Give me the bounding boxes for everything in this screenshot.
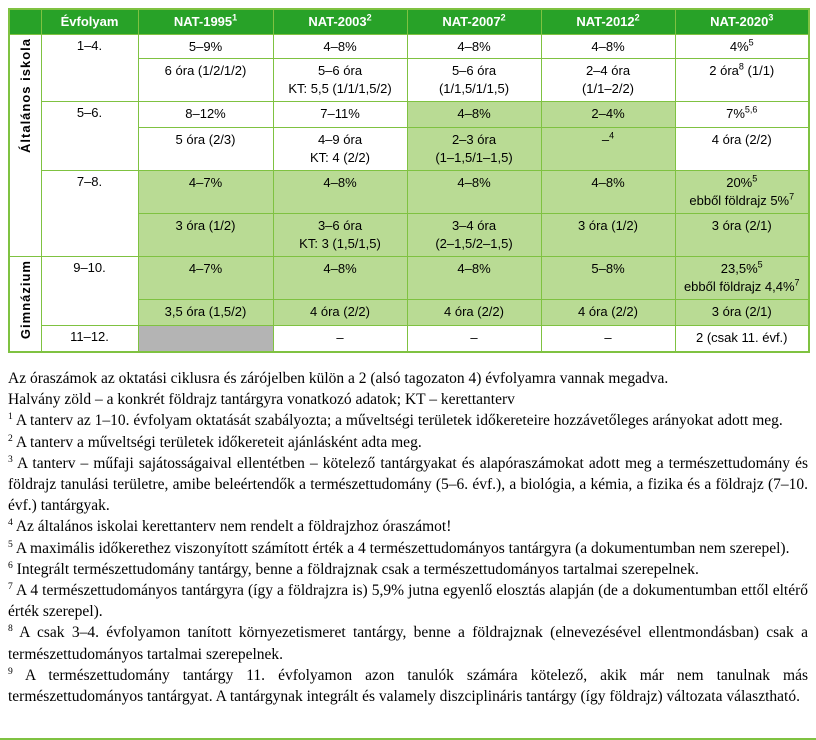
footnote-marker: 7 (794, 278, 800, 289)
footnote-marker: 3 (768, 12, 774, 23)
cell-text: 4 óra (2/2) (444, 303, 504, 319)
school-label: Általános iskola (17, 37, 33, 153)
grade-cell (41, 101, 138, 170)
cell-text: 4–8% (457, 38, 491, 54)
footnote (8, 453, 808, 516)
cell-text: – (604, 329, 612, 345)
footnote-marker: 5 (752, 173, 758, 184)
column-header-nat2007 (407, 9, 541, 34)
table-cell (138, 34, 273, 58)
table-cell (138, 58, 273, 101)
table-cell-highlight (407, 256, 541, 299)
cell-text: 3–4 óra (451, 217, 497, 233)
table-cell (138, 101, 273, 127)
table-cell (541, 325, 675, 352)
cell-text: 4–8% (323, 260, 357, 276)
table-cell (675, 127, 809, 170)
grade-label: 1–4. (76, 37, 103, 53)
note-text: Az általános iskolai kerettanterv nem rendelt a földrajzhoz óraszámot! (15, 518, 452, 536)
table-cell (138, 127, 273, 170)
table-cell-highlight (138, 256, 273, 299)
footnote (8, 622, 808, 664)
cell-text: (1–1,5/1–1,5) (435, 150, 513, 166)
table-cell-highlight (541, 256, 675, 299)
footnote-marker: 8 (738, 61, 744, 72)
footnote-marker: 7 (8, 581, 13, 593)
footnote-marker: 4 (8, 517, 13, 529)
table-cell-highlight (675, 256, 809, 299)
note-line (8, 389, 808, 410)
cell-text: 2–3 óra (451, 131, 497, 147)
footnote-marker: 5 (8, 538, 13, 550)
header-corner-cell (9, 9, 41, 34)
school-label-cell-gimnazium (9, 256, 41, 352)
column-header-nat1995 (138, 9, 273, 34)
table-cell (407, 58, 541, 101)
note-text: Halvány zöld – a konkrét földrajz tantárgyra vonatkozó adatok; KT – kerettanterv (8, 391, 515, 409)
empty-gray-cell (138, 325, 273, 352)
table-cell (675, 34, 809, 58)
cell-text: 5 óra (2/3) (175, 131, 236, 147)
column-header-nat2003 (273, 9, 407, 34)
footnote-marker: 5 (748, 37, 754, 48)
cell-text: KT: 3 (1,5/1,5) (299, 236, 381, 252)
cell-text: ebből földrajz 5% (689, 193, 790, 209)
cell-text: 3,5 óra (1,5/2) (164, 303, 247, 319)
grade-cell (41, 256, 138, 325)
cell-text: – (601, 131, 610, 147)
footnote-marker: 5,6 (744, 104, 758, 115)
cell-text: 3 óra (2/1) (711, 217, 772, 233)
cell-text: 2–4 óra (585, 62, 631, 78)
cell-text: 4 óra (2/2) (711, 131, 772, 147)
cell-text: ebből földrajz 4,4% (683, 279, 795, 295)
school-label-cell-altalanos (9, 34, 41, 256)
column-header-label: NAT-2012 (576, 14, 635, 30)
cell-text: 4 óra (2/2) (578, 303, 638, 319)
footnote (8, 516, 808, 537)
column-header-nat2020 (675, 9, 809, 34)
cell-text: 5–9% (188, 38, 223, 54)
table-cell (675, 325, 809, 352)
table-cell (273, 127, 407, 170)
footnote-marker: 1 (8, 411, 13, 423)
table-cell-highlight (407, 213, 541, 256)
footnote (8, 538, 808, 559)
table-cell-highlight (138, 213, 273, 256)
cell-text: 2–4% (591, 105, 625, 121)
cell-text: 4–8% (457, 174, 491, 190)
note-text: Az óraszámok az oktatási ciklusra és zárójelben külön a 2 (alsó tagozaton 4) évfolyamra vannak megadva. (8, 370, 669, 388)
cell-text: 2 (csak 11. évf.) (695, 329, 788, 345)
cell-text: 3 óra (2/1) (711, 303, 772, 319)
note-text: A tanterv az 1–10. évfolyam oktatását szabályozta; a műveltségi területek időkereteire hozzávetőleges arányokat adott meg. (15, 412, 783, 430)
table-cell-highlight (407, 101, 541, 127)
footnote-marker: 5 (757, 259, 763, 270)
table-cell (273, 34, 407, 58)
table-cell-highlight (675, 170, 809, 213)
footnote-marker: 9 (8, 665, 13, 677)
table-row (9, 101, 809, 127)
cell-text: 4% (729, 38, 749, 54)
table-cell-highlight (273, 299, 407, 325)
cell-text: (1/1,5/1/1,5) (438, 81, 510, 97)
grade-cell (41, 34, 138, 101)
note-text: A tanterv a műveltségi területek időkereteit ajánlásként adta meg. (15, 433, 422, 451)
table-cell-highlight (273, 213, 407, 256)
table-cell-highlight (407, 299, 541, 325)
nat-curriculum-table (8, 8, 810, 353)
cell-text: 8–12% (185, 105, 226, 121)
note-text: A maximális időkerethez viszonyított számított érték a 4 természettudományos tantárgyra (a dokumentumban nem szerepel). (15, 539, 790, 557)
column-header-label: Évfolyam (60, 14, 119, 30)
footnote-marker: 2 (634, 12, 640, 23)
footnote-marker: 4 (609, 130, 615, 141)
cell-text: 5–6 óra (317, 62, 363, 78)
cell-text: 4–7% (188, 260, 223, 276)
table-cell-highlight (541, 299, 675, 325)
table-cell-highlight (541, 170, 675, 213)
cell-text: 4–8% (457, 105, 491, 121)
footnote-marker: 2 (8, 432, 13, 444)
note-text: A természettudomány tantárgy 11. évfolyamon azon tanulók számára kötelező, akik már nem tanulnak más természettudományos tantárgyat. A tantárgynak integrált és valamely diszciplináris tantárgy (így földrajz) változata választható. (8, 666, 808, 705)
cell-text: 4–8% (323, 174, 357, 190)
grade-label: 11–12. (70, 328, 109, 344)
table-cell (541, 58, 675, 101)
table-cell-highlight (675, 213, 809, 256)
table-cell-highlight (273, 170, 407, 213)
column-header-nat2012 (541, 9, 675, 34)
cell-text: 7–11% (320, 105, 360, 121)
grade-cell (41, 170, 138, 256)
footnote (8, 580, 808, 622)
cell-text: 6 óra (1/2/1/2) (164, 62, 247, 78)
cell-text: 3 óra (1/2) (578, 217, 638, 233)
cell-text: – (336, 329, 344, 345)
footnote-marker: 2 (366, 12, 372, 23)
table-cell-highlight (407, 170, 541, 213)
cell-text: 5–6 óra (451, 62, 497, 78)
table-cell-highlight (675, 299, 809, 325)
table-cell (407, 34, 541, 58)
cell-text: 5–8% (591, 260, 625, 276)
footnote (8, 432, 808, 453)
cell-text: 7% (726, 105, 745, 121)
cell-text: 4 óra (2/2) (310, 303, 370, 319)
cell-text: 4–7% (188, 174, 223, 190)
column-header-label: NAT-2003 (308, 14, 367, 30)
cell-text: 4–8% (591, 174, 625, 190)
table-notes (8, 368, 808, 707)
table-row (9, 34, 809, 58)
footnote (8, 410, 808, 431)
cell-text: KT: 5,5 (1/1/1,5/2) (288, 81, 392, 97)
cell-text: (1/1) (743, 62, 775, 78)
table-cell-highlight (138, 170, 273, 213)
cell-text: 4–8% (591, 38, 625, 54)
table-row (9, 256, 809, 299)
footnote-marker: 8 (8, 623, 13, 635)
table-cell-highlight (541, 213, 675, 256)
footnote-marker: 2 (500, 12, 506, 23)
footnote (8, 559, 808, 580)
table-cell (407, 325, 541, 352)
grade-cell (41, 325, 138, 352)
grade-label: 9–10. (73, 259, 106, 275)
cell-text: 3–6 óra (317, 217, 363, 233)
cell-text: – (470, 329, 478, 345)
table-cell (675, 58, 809, 101)
table-cell (273, 325, 407, 352)
footnote-marker: 1 (232, 12, 238, 23)
column-header-label: NAT-1995 (173, 14, 233, 30)
table-cell-highlight (273, 256, 407, 299)
table-cell (541, 34, 675, 58)
note-text: A 4 természettudományos tantárgyra (így a földrajzra is) 5,9% jutna egyenlő elosztás alapján (de a dokumentumban ettől eltérő érték szerepel). (8, 582, 808, 621)
table-cell (675, 101, 809, 127)
cell-text: (2–1,5/2–1,5) (435, 236, 513, 252)
note-text: A csak 3–4. évfolyamon tanított környezetismeret tantárgy, benne a földrajznak (elnevezésével ellentmondásban) csak a természettudományos tartalmai szerepelnek. (8, 624, 808, 663)
header-row (9, 9, 809, 34)
cell-text: 4–9 óra (317, 131, 363, 147)
column-header-label: NAT-2020 (710, 14, 769, 30)
note-text: Integrált természettudomány tantárgy, benne a földrajznak csak a természettudományos tartalmai szerepelnek. (16, 560, 699, 578)
table-row (9, 170, 809, 213)
table-cell (273, 58, 407, 101)
school-label: Gimnázium (17, 259, 33, 339)
cell-text: 3 óra (1/2) (175, 217, 236, 233)
table-cell-highlight (541, 127, 675, 170)
cell-text: (1/1–2/2) (581, 81, 635, 97)
column-header-evfolyam (41, 9, 138, 34)
note-line (8, 368, 808, 389)
cell-text: 20% (726, 174, 753, 190)
note-text: A tanterv – műfaji sajátosságaival ellentétben – kötelező tantárgyakat és alapóraszámokat adott meg a természettudomány és földrajz tanulási területre, amibe beleértendők a természettudomány (5–6. évf.), a biológia, a kémia, a fizika és a földrajz (7–10. évf.) tantárgyak. (8, 455, 808, 515)
cell-text: KT: 4 (2/2) (310, 150, 370, 166)
column-header-label: NAT-2007 (442, 14, 501, 30)
footnote-marker: 7 (789, 192, 795, 203)
cell-text: 4–8% (323, 38, 357, 54)
footnote-marker: 3 (8, 453, 13, 465)
cell-text: 23,5% (720, 260, 758, 276)
cell-text: 2 óra (709, 62, 739, 78)
table-cell-highlight (138, 299, 273, 325)
table-cell-highlight (407, 127, 541, 170)
table-cell-highlight (541, 101, 675, 127)
footnote (8, 665, 808, 707)
grade-label: 5–6. (76, 104, 103, 120)
cell-text: 4–8% (457, 260, 491, 276)
table-row (9, 325, 809, 352)
footnote-marker: 6 (8, 559, 13, 571)
grade-label: 7–8. (76, 173, 103, 189)
table-cell (273, 101, 407, 127)
